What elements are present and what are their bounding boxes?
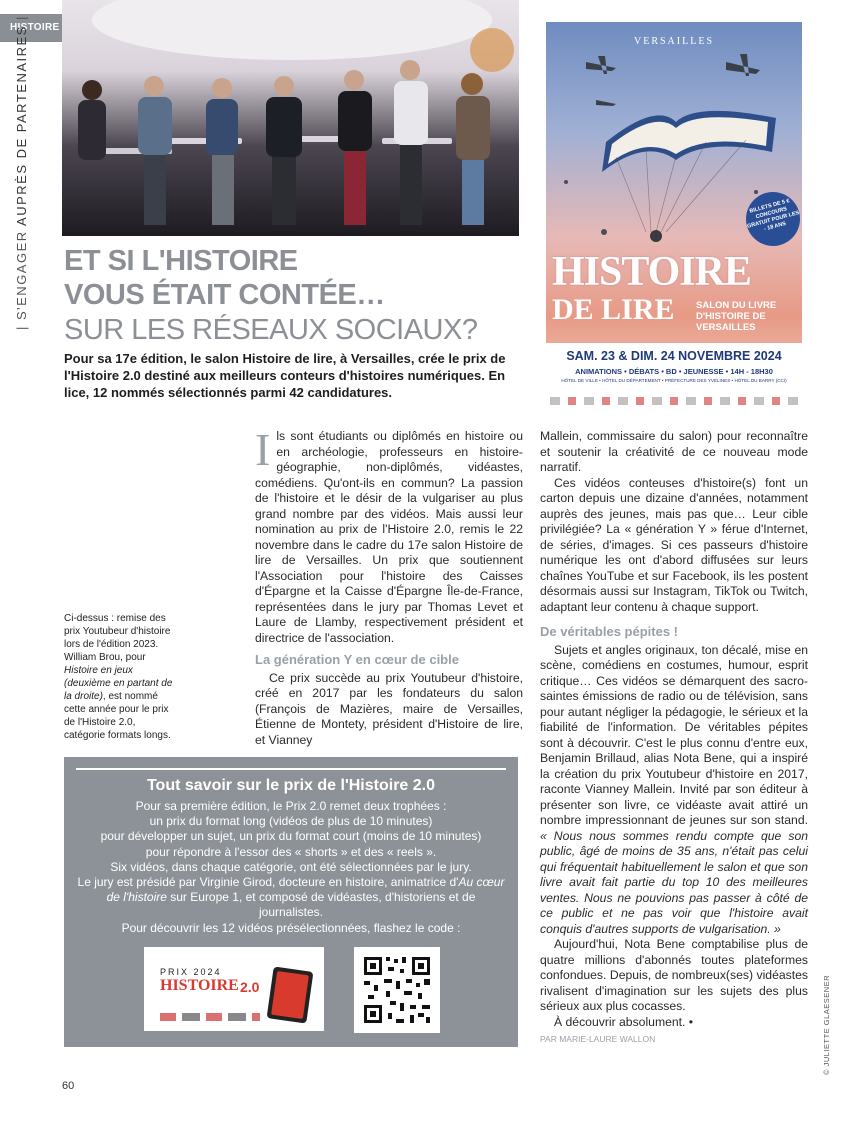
poster-city: VERSAILLES [634,36,714,47]
sidebar-prefix: | S'ENGAGER [14,230,29,330]
poster-title-2: DE LIRE [552,293,675,326]
info-line-6 [74,875,508,921]
headline [64,244,534,312]
col2-quote: « Nous nous sommes rendu compte que son public, âgé de moins de 35 ans, n'était pas celui qui fréquentait habituellement le salon et que son livre avait fait partie du top 10 des meilleures ventes. Nous ne pouvions pas passer à côté de ce public et ne pas voir que l'histoire avait conquis d'autres supports de vulgarisation. » [540,828,808,936]
qr-code-icon [354,947,440,1033]
col1-subheading: La génération Y en cœur de cible [255,652,459,667]
info-line-3: pour développer un sujet, un prix du format court (moins de 10 minutes) [100,829,482,844]
info-box-text [74,799,508,936]
caption-text-a: Ci-dessus : remise des prix Youtubeur d'histoire lors de l'édition 2023. William Brou, pour [64,613,171,663]
prize-logo-number: 2.0 [240,979,260,995]
sidebar-bold: AUPRÈS DE PARTENAIRES [14,25,29,226]
poster-dates: SAM. 23 & DIM. 24 NOVEMBRE 2024 [566,349,782,363]
article-column-2 [540,429,808,1048]
col1-paragraph-1: ls sont étudiants ou diplômés en histoire ou en archéologie, professeurs en histoire-géographie, non-diplômés, vidéastes, comédiens. Qu'ont-ils en commun? La passion de l'histoire et le désir de la vulgariser au plus grand nombre par des vidéos. Mais aussi leur nomination au prix de l'Histoire 2.0, remis le 22 novembre dans le cadre du 17e salon Histoire de lire de Versailles. Un prix que soutiennent l'Association pour l'histoire des Caisses d'Épargne et la Caisse d'Épargne Île-de-France, représentées dans le jury par Thomas Levet et Laure de Llamby, respectivement président et directrice de l'association. [255,429,523,645]
section-tag: HISTOIRE [0,14,62,42]
caption-text-b: , est nommé cette année pour le prix de l'Histoire 2.0, catégorie formats longs. [64,691,171,741]
poster-subtitle: SALON DU LIVRE D'HISTOIRE DE VERSAILLES [696,300,777,333]
info-line-6a: Le jury est présidé par Virginie Girod, docteure en histoire, animatrice d' [77,875,459,890]
info-line-7: Pour découvrir les 12 vidéos présélectionnées, flashez le code : [121,920,461,935]
drop-cap: I [255,424,271,475]
headline-line-3: SUR LES RÉSEAUX SOCIAUX? [64,314,478,346]
poster-footer [546,343,802,414]
tablet-icon [267,966,314,1023]
poster-venues: HÔTEL DE VILLE • HÔTEL DU DÉPARTEMENT • PRÉFECTURE DES YVELINES • HÔTEL DU BARRY (CCI) [561,378,787,383]
poster-title-1: HISTOIRE [552,249,751,295]
info-line-1: Pour sa première édition, le Prix 2.0 remet deux trophées : [135,799,447,813]
partner-logos [160,1013,260,1021]
col2-paragraph-4: Aujourd'hui, Nota Bene comptabilise plus de quatre millions d'abonnés toutes plateformes confondues. Depuis, de nombreux(ses) vidéastes rivalisent d'imagination sur les sujets des plus sérieux aux plus cocasses. [540,937,808,1013]
info-line-4: pour répondre à l'essor des « shorts » et des « reels ». [145,844,437,859]
caption-emphasis: Histoire en jeux (deuxième en partant de la droite) [64,665,173,702]
byline: PAR MARIE-LAURE WALLON [540,1034,656,1044]
col2-paragraph-5: À découvrir absolument. • [554,1014,694,1029]
sponsor-logos [550,397,798,405]
prize-logo-card [144,947,324,1031]
poster-program: ANIMATIONS • DÉBATS • BD • JEUNESSE • 14H - 18H30 [575,367,773,376]
prize-logo-main: HISTOIRE [160,977,239,994]
col2-subheading: De véritables pépites ! [540,624,678,639]
col2-paragraph-1: Mallein, commissaire du salon) pour reconnaître et soutenir la créativité de ce nouveau mode narratif. [540,429,808,474]
col2-paragraph-2: Ces vidéos conteuses d'histoire(s) font un carton depuis une dizaine d'années, notamment auprès des jeunes, mais pas que… Leur cible privilégiée? La « génération Y » férue d'Internet, de séries, d'images. Si ces passeurs d'histoire numérique les ont d'abord diffusées sur leurs chaînes YouTube et sur Facebook, ils les postent désormais aussi sur Instagram, TikTok ou Twitch, adaptant leur contenu à chaque support. [540,475,808,614]
qr-code[interactable] [354,947,440,1033]
info-box-title: Tout savoir sur le prix de l'Histoire 2.0 [146,777,436,794]
headline-line-2: VOUS ÉTAIT CONTÉE… [64,279,385,311]
event-photo [62,0,519,236]
info-line-6-em: Au cœur de l'histoire [106,875,505,905]
photo-caption [64,612,179,742]
col2-paragraph-3 [540,643,808,938]
headline-line-1: ET SI L'HISTOIRE [64,245,298,277]
col1-paragraph-2: Ce prix succède au prix Youtubeur d'histoire, créé en 2017 par les fondateurs du salon (François de Mazières, maire de Versailles, Étienne de Montety, président d'Histoire de lire, et Vianney [255,670,523,747]
prize-logo-top: PRIX 2024 [160,967,222,977]
info-box-rule [76,768,506,770]
poster-badge: BILLETS DE 5 € CONCOURS GRATUIT POUR LES - 18 ANS [740,186,802,252]
col2-paragraph-3-text: Sujets et angles originaux, ton décalé, mise en scène, comédiens en costumes, humour, esprit critique… Ces vidéos se démarquent des sacro-saintes émissions de radio ou de télévision, sans pour autant négliger la pédagogie, le sérieux et la fiabilité de l'information. De véritables pépites sont à découvrir. C'est le plus connu d'entre eux, Benjamin Brillaud, alias Nota Bene, qui a inspiré la création du prix Youtubeur d'histoire en 2017, raconte Vianney Mallein. Invité par son éditeur à présenter son livre, ce vidéaste avait attiré un nombre impressionnant de jeunes sur son stand. [540,642,808,827]
section-sidebar [14,15,29,330]
info-line-6b: sur Europe 1, et composé de vidéastes, d'historiens et de journalistes. [166,890,476,920]
info-line-5: Six vidéos, dans chaque catégorie, ont été sélectionnées par le jury. [110,859,472,874]
lede: Pour sa 17e édition, le salon Histoire de lire, à Versailles, crée le prix de l'Histoire 2.0 destiné aux meilleurs conteurs d'histoires numériques. En lice, 12 nommés sélectionnés parmi 42 candidatures. [64,351,506,400]
info-line-2: un prix du format long (vidéos de plus de 10 minutes) [149,814,433,829]
page-number: 60 [62,1080,75,1092]
article-column-1 [255,424,523,748]
sidebar-suffix: | [14,15,29,21]
photo-credit: © JULIETTE GLAESENER [822,974,831,1075]
